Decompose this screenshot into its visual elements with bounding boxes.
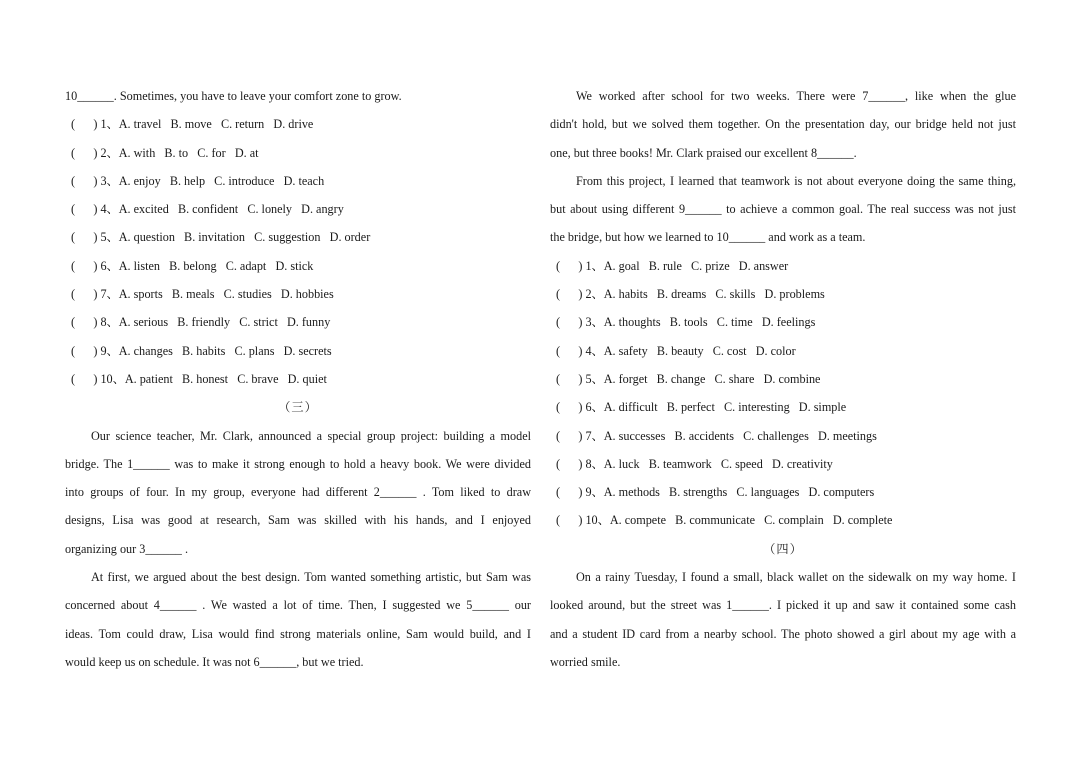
question-option-10: ( ) 10、A. compete B. communicate C. complain D. complete	[556, 513, 893, 528]
passage-intro-line: 10______. Sometimes, you have to leave your comfort zone to grow.	[65, 89, 402, 103]
passage-line: didn't hold, but we solved them together. On the presentation day, our bridge held not just	[550, 117, 1016, 132]
passage-line: and a student ID card from a nearby school. The photo showed a girl about my age with a	[550, 626, 1016, 641]
passage-line: the bridge, but how we learned to 10______ and work as a team.	[550, 230, 866, 245]
question-option-1: ( ) 1、A. goal B. rule C. prize D. answer	[556, 258, 789, 273]
question-option-7: ( ) 7、A. successes B. accidents C. challenges D. meetings	[556, 428, 877, 443]
question-option-1: ( ) 1、A. travel B. move C. return D. drive	[71, 117, 314, 132]
passage-line: organizing our 3______ .	[65, 541, 188, 556]
question-option-2: ( ) 2、A. habits B. dreams C. skills D. problems	[556, 287, 825, 302]
question-option-6: ( ) 6、A. difficult B. perfect C. interesting D. simple	[556, 400, 847, 415]
passage-line: worried smile.	[550, 654, 621, 669]
question-option-9: ( ) 9、A. methods B. strengths C. languages D. computers	[556, 485, 875, 500]
passage-three-continued	[550, 82, 1016, 252]
passage-line: but about using different 9______ to achieve a common goal. The real success was not just	[550, 202, 1016, 217]
passage-line: concerned about 4______ . We wasted a lot of time. Then, I suggested we 5______ our	[65, 598, 531, 613]
question-option-5: ( ) 5、A. forget B. change C. share D. combine	[556, 371, 821, 386]
question-option-6: ( ) 6、A. listen B. belong C. adapt D. stick	[71, 258, 314, 273]
passage-three	[65, 422, 531, 677]
question-option-3: ( ) 3、A. thoughts B. tools C. time D. feelings	[556, 315, 816, 330]
passage-line: looked around, but the street was 1______. I picked it up and saw it contained some cash	[550, 598, 1016, 613]
question-option-8: ( ) 8、A. luck B. teamwork C. speed D. creativity	[556, 456, 833, 471]
passage-four	[550, 563, 1016, 676]
passage-line: On a rainy Tuesday, I found a small, black wallet on the sidewalk on my way home. I	[576, 570, 1016, 585]
section-title-four: （四）	[763, 541, 803, 556]
question-option-5: ( ) 5、A. question B. invitation C. suggestion D. order	[71, 230, 371, 245]
question-options-list	[65, 110, 531, 393]
question-option-4: ( ) 4、A. safety B. beauty C. cost D. color	[556, 343, 796, 358]
question-options-list	[550, 252, 1016, 535]
question-option-10: ( ) 10、A. patient B. honest C. brave D. quiet	[71, 371, 327, 386]
passage-line: We worked after school for two weeks. There were 7______, like when the glue	[576, 89, 1016, 103]
passage-line: bridge. The 1______ was to make it strong enough to hold a heavy book. We were divided	[65, 456, 531, 471]
passage-line: From this project, I learned that teamwork is not about everyone doing the same thing,	[576, 173, 1016, 188]
question-option-8: ( ) 8、A. serious B. friendly C. strict D. funny	[71, 315, 331, 330]
question-option-3: ( ) 3、A. enjoy B. help C. introduce D. teach	[71, 173, 325, 188]
right-column	[550, 82, 1016, 676]
passage-line: designs, Lisa was good at research, Sam was skilled with his hands, and I enjoyed	[65, 513, 531, 528]
passage-line: into groups of four. In my group, everyone had different 2______ . Tom liked to draw	[65, 485, 531, 500]
passage-line: Our science teacher, Mr. Clark, announced a special group project: building a model	[91, 428, 531, 443]
section-title-three: （三）	[278, 400, 318, 415]
passage-line: At first, we argued about the best design. Tom wanted something artistic, but Sam was	[91, 570, 531, 585]
passage-line: would keep us on schedule. It was not 6______, but we tried.	[65, 654, 364, 669]
passage-line: ideas. Tom could draw, Lisa would find strong materials online, Sam would build, and I	[65, 626, 531, 641]
left-column	[65, 82, 531, 676]
question-option-9: ( ) 9、A. changes B. habits C. plans D. secrets	[71, 343, 332, 358]
question-option-2: ( ) 2、A. with B. to C. for D. at	[71, 145, 259, 160]
question-option-7: ( ) 7、A. sports B. meals C. studies D. hobbies	[71, 287, 334, 302]
question-option-4: ( ) 4、A. excited B. confident C. lonely D. angry	[71, 202, 344, 217]
passage-line: one, but three books! Mr. Clark praised our excellent 8______.	[550, 145, 857, 160]
